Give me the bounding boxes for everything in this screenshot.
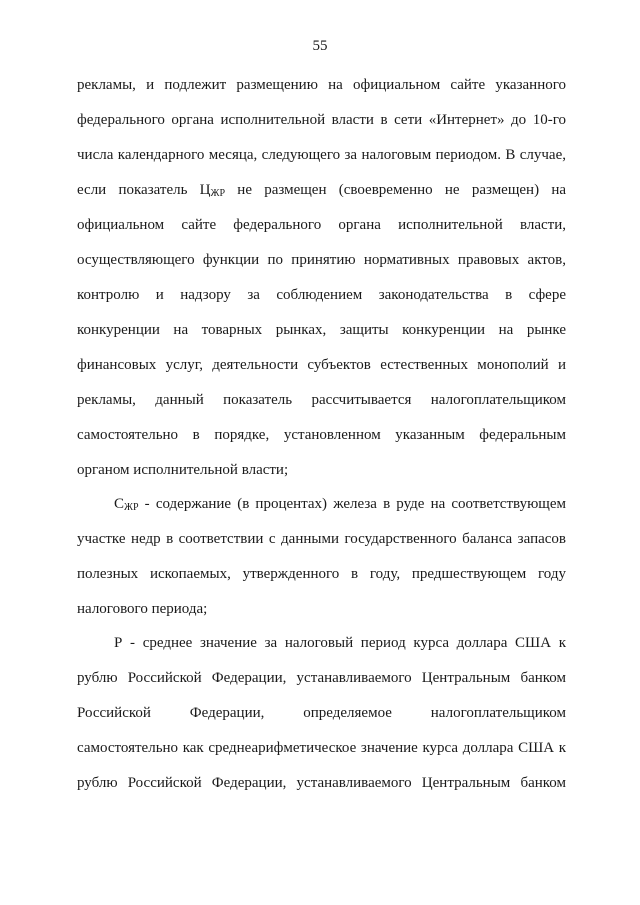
text-line: налогового периода;	[77, 601, 208, 617]
text-line	[77, 180, 566, 200]
text-line: осуществляющего функции по принятию нормативных правовых актов,	[77, 252, 566, 268]
text-line: официальном сайте федерального органа исполнительной власти,	[77, 217, 566, 233]
text-line: участке недр в соответствии с данными государственного баланса запасов	[77, 531, 566, 547]
variable-subscript: ЖР	[124, 502, 139, 513]
variable-subscript: ЖР	[210, 188, 226, 199]
page-number: 55	[312, 38, 328, 54]
text-line: полезных ископаемых, утвержденного в году, предшествующем году	[77, 566, 566, 582]
text-line: самостоятельно в порядке, установленном указанным федеральным	[77, 427, 566, 443]
text-segment: не размещен (своевременно не размещен) на	[225, 182, 567, 198]
variable-symbol: С	[114, 496, 125, 512]
text-line: федерального органа исполнительной власти в сети «Интернет» до 10-го	[77, 112, 566, 128]
text-line: рублю Российской Федерации, устанавливаемого Центральным банком	[77, 670, 566, 686]
text-line: рекламы, данный показатель рассчитывается налогоплательщиком	[77, 392, 566, 408]
text-line	[114, 494, 566, 514]
text-line: Р - среднее значение за налоговый период курса доллара США к	[114, 635, 566, 651]
text-line: финансовых услуг, деятельности субъектов естественных монополий и	[77, 357, 566, 373]
text-line: конкуренции на товарных рынках, защиты конкуренции на рынке	[77, 322, 566, 338]
text-segment: - содержание (в процентах) железа в руде на соответствующем	[138, 496, 566, 512]
variable-symbol: если показатель Ц	[77, 182, 211, 198]
text-line: рекламы, и подлежит размещению на официальном сайте указанного	[77, 77, 566, 93]
text-line: Российской Федерации, определяемое налогоплательщиком	[77, 705, 566, 721]
text-line: органом исполнительной власти;	[77, 462, 289, 478]
text-line: контролю и надзору за соблюдением законодательства в сфере	[77, 287, 566, 303]
text-line: самостоятельно как среднеарифметическое значение курса доллара США к	[77, 740, 566, 756]
text-line: числа календарного месяца, следующего за налоговым периодом. В случае,	[77, 147, 566, 163]
text-line: рублю Российской Федерации, устанавливаемого Центральным банком	[77, 775, 566, 791]
